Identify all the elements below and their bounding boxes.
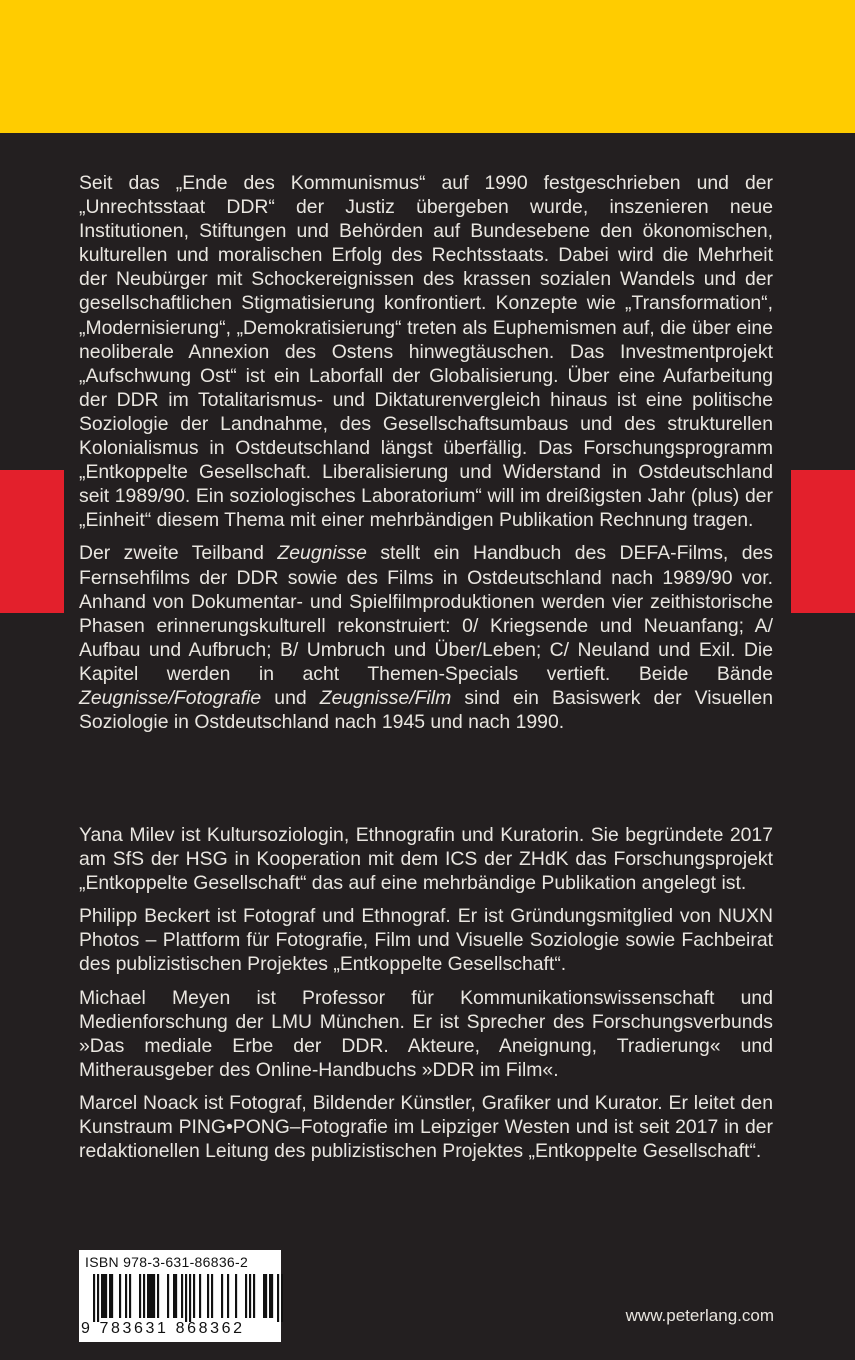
barcode-bar xyxy=(157,1274,159,1318)
barcode-bar xyxy=(139,1274,141,1318)
barcode-bar xyxy=(167,1274,169,1318)
barcode-bar xyxy=(149,1274,151,1318)
barcode-bar xyxy=(185,1274,187,1322)
book-description xyxy=(79,171,773,743)
description-paragraph-1: Seit das „Ende des Kommunismus“ auf 1990 festgeschrieben und der „Unrechtsstaat DDR“ der Justiz übergeben wurde, inszenieren neue Institutionen, Stiftungen und Behörden auf Bundesebene den ökonomischen, kulturellen und moralischen Erfolg des Rechtsstaats. Dabei wird die Mehrheit der Neubürger mit Schockereignissen des krassen sozialen Wandels und der gesellschaftlichen Stigmatisierung konfrontiert. Konzepte wie „Transformation“, „Modernisierung“, „Demokratisierung“ treten als Euphemismen auf, die über eine neoliberale Annexion des Ostens hinwegtäuschen. Das Investmentprojekt „Aufschwung Ost“ ist ein Laborfall der Globalisierung. Über eine Aufarbeitung der DDR im Totalitarismus- und Diktaturenvergleich hinaus ist eine politische Soziologie der Landnahme, des Gesellschaftsumbaus und des strukturellen Kolonialismus in Ostdeutschland längst überfällig. Das Forschungsprogramm „Entkoppelte Gesellschaft. Liberalisierung und Widerstand in Ostdeutschland seit 1989/90. Ein soziologisches Laboratorium“ will im dreißigsten Jahr (plus) der „Einheit“ diesem Thema mit einer mehrbändigen Publikation Rechnung tragen. xyxy=(79,172,773,532)
barcode-bar xyxy=(199,1274,201,1318)
barcode-bar xyxy=(111,1274,113,1318)
barcode-bar xyxy=(189,1274,191,1322)
bio-philipp-beckert: Philipp Beckert ist Fotograf und Ethnograf. Er ist Gründungsmitglied von NUXN Photos – Plattform für Fotografie, Film und Visuelle Soziologie sowie Fachbeirat des publizistischen Projektes „Entkoppelte Gesellschaft“. xyxy=(79,905,773,976)
publisher-website: www.peterlang.com xyxy=(625,1306,774,1325)
barcode xyxy=(93,1274,283,1322)
barcode-bar xyxy=(235,1274,237,1318)
barcode-bar xyxy=(153,1274,155,1318)
barcode-bar xyxy=(249,1274,251,1318)
isbn-barcode-box xyxy=(79,1250,281,1342)
barcode-bar xyxy=(245,1274,247,1318)
barcode-bar xyxy=(277,1274,279,1322)
barcode-bar xyxy=(175,1274,177,1318)
barcode-bar xyxy=(103,1274,105,1318)
bio-yana-milev: Yana Milev ist Kultursoziologin, Ethnografin und Kuratorin. Sie begründete 2017 am SfS der HSG in Kooperation mit dem ICS der ZHdK das Forschungsprojekt „Entkoppelte Gesellschaft“ das auf eine mehrbändige Publikation angelegt ist. xyxy=(79,824,773,895)
title-zeugnisse: Zeugnisse xyxy=(277,542,367,565)
barcode-bar xyxy=(109,1274,111,1318)
barcode-bar xyxy=(181,1274,183,1318)
barcode-bar xyxy=(227,1274,229,1318)
title-zeugnisse-film: Zeugnisse/Film xyxy=(319,686,452,709)
barcode-bar xyxy=(271,1274,273,1318)
barcode-bar xyxy=(101,1274,103,1318)
barcode-bar xyxy=(119,1274,121,1318)
barcode-bar xyxy=(211,1274,213,1318)
barcode-bar xyxy=(221,1274,223,1318)
barcode-bar xyxy=(147,1274,149,1318)
bio-michael-meyen: Michael Meyen ist Professor für Kommunikationswissenschaft und Medienforschung der LMU München. Er ist Sprecher des Forschungsverbunds »Das mediale Erbe der DDR. Akteure, Aneignung, Tradierung« und Mitherausgeber des Online-Handbuchs »DDR im Film«. xyxy=(79,986,773,1081)
barcode-bar xyxy=(129,1274,131,1318)
barcode-bar xyxy=(263,1274,265,1318)
barcode-bar xyxy=(173,1274,175,1318)
barcode-bar xyxy=(97,1274,99,1322)
author-bios xyxy=(79,823,773,1172)
title-zeugnisse-fotografie: Zeugnisse/Fotografie xyxy=(79,686,262,709)
red-side-tab-right xyxy=(791,470,855,613)
description-paragraph-2: Der zweite Teilband Zeugnisse stellt ein Handbuch des DEFA-Films, des Fernsehfilms der DDR sowie des Films in Ostdeutschland nach 1989/90 vor. Anhand von Dokumentar- und Spielfilmproduktionen werden vier zeithistorische Phasen erinnerungskulturell rekonstruiert: 0/ Kriegsende und Neuanfang; A/ Aufbau und Aufbruch; B/ Umbruch und Über/Leben; C/ Neuland und Exil. Die Kapitel werden in acht Themen-Specials vertieft. Beide Bände Zeugnisse/Fotografie und Zeugnisse/Film sind ein Basiswerk der Visuellen Soziologie in Ostdeutschland nach 1945 und nach 1990. xyxy=(79,542,773,734)
barcode-bar xyxy=(281,1274,283,1322)
barcode-bar xyxy=(151,1274,153,1318)
red-side-tab-left xyxy=(0,470,64,613)
barcode-bar xyxy=(253,1274,255,1318)
barcode-bar xyxy=(265,1274,267,1318)
barcode-bar xyxy=(93,1274,95,1322)
barcode-bar xyxy=(143,1274,145,1318)
barcode-bar xyxy=(269,1274,271,1318)
yellow-header-band xyxy=(0,0,855,133)
barcode-bar xyxy=(125,1274,127,1318)
ean-digits: 9 783631 868362 xyxy=(81,1320,245,1337)
bio-marcel-noack: Marcel Noack ist Fotograf, Bildender Künstler, Grafiker und Kurator. Er leitet den Kunstraum PING•PONG–Fotografie im Leipziger Westen und ist seit 2017 in der redaktionellen Leitung des publizistischen Projektes „Entkoppelte Gesellschaft“. xyxy=(79,1091,773,1163)
isbn-label: ISBN 978-3-631-86836-2 xyxy=(85,1254,249,1270)
barcode-bar xyxy=(105,1274,107,1318)
barcode-bar xyxy=(207,1274,209,1318)
barcode-bar xyxy=(193,1274,195,1318)
